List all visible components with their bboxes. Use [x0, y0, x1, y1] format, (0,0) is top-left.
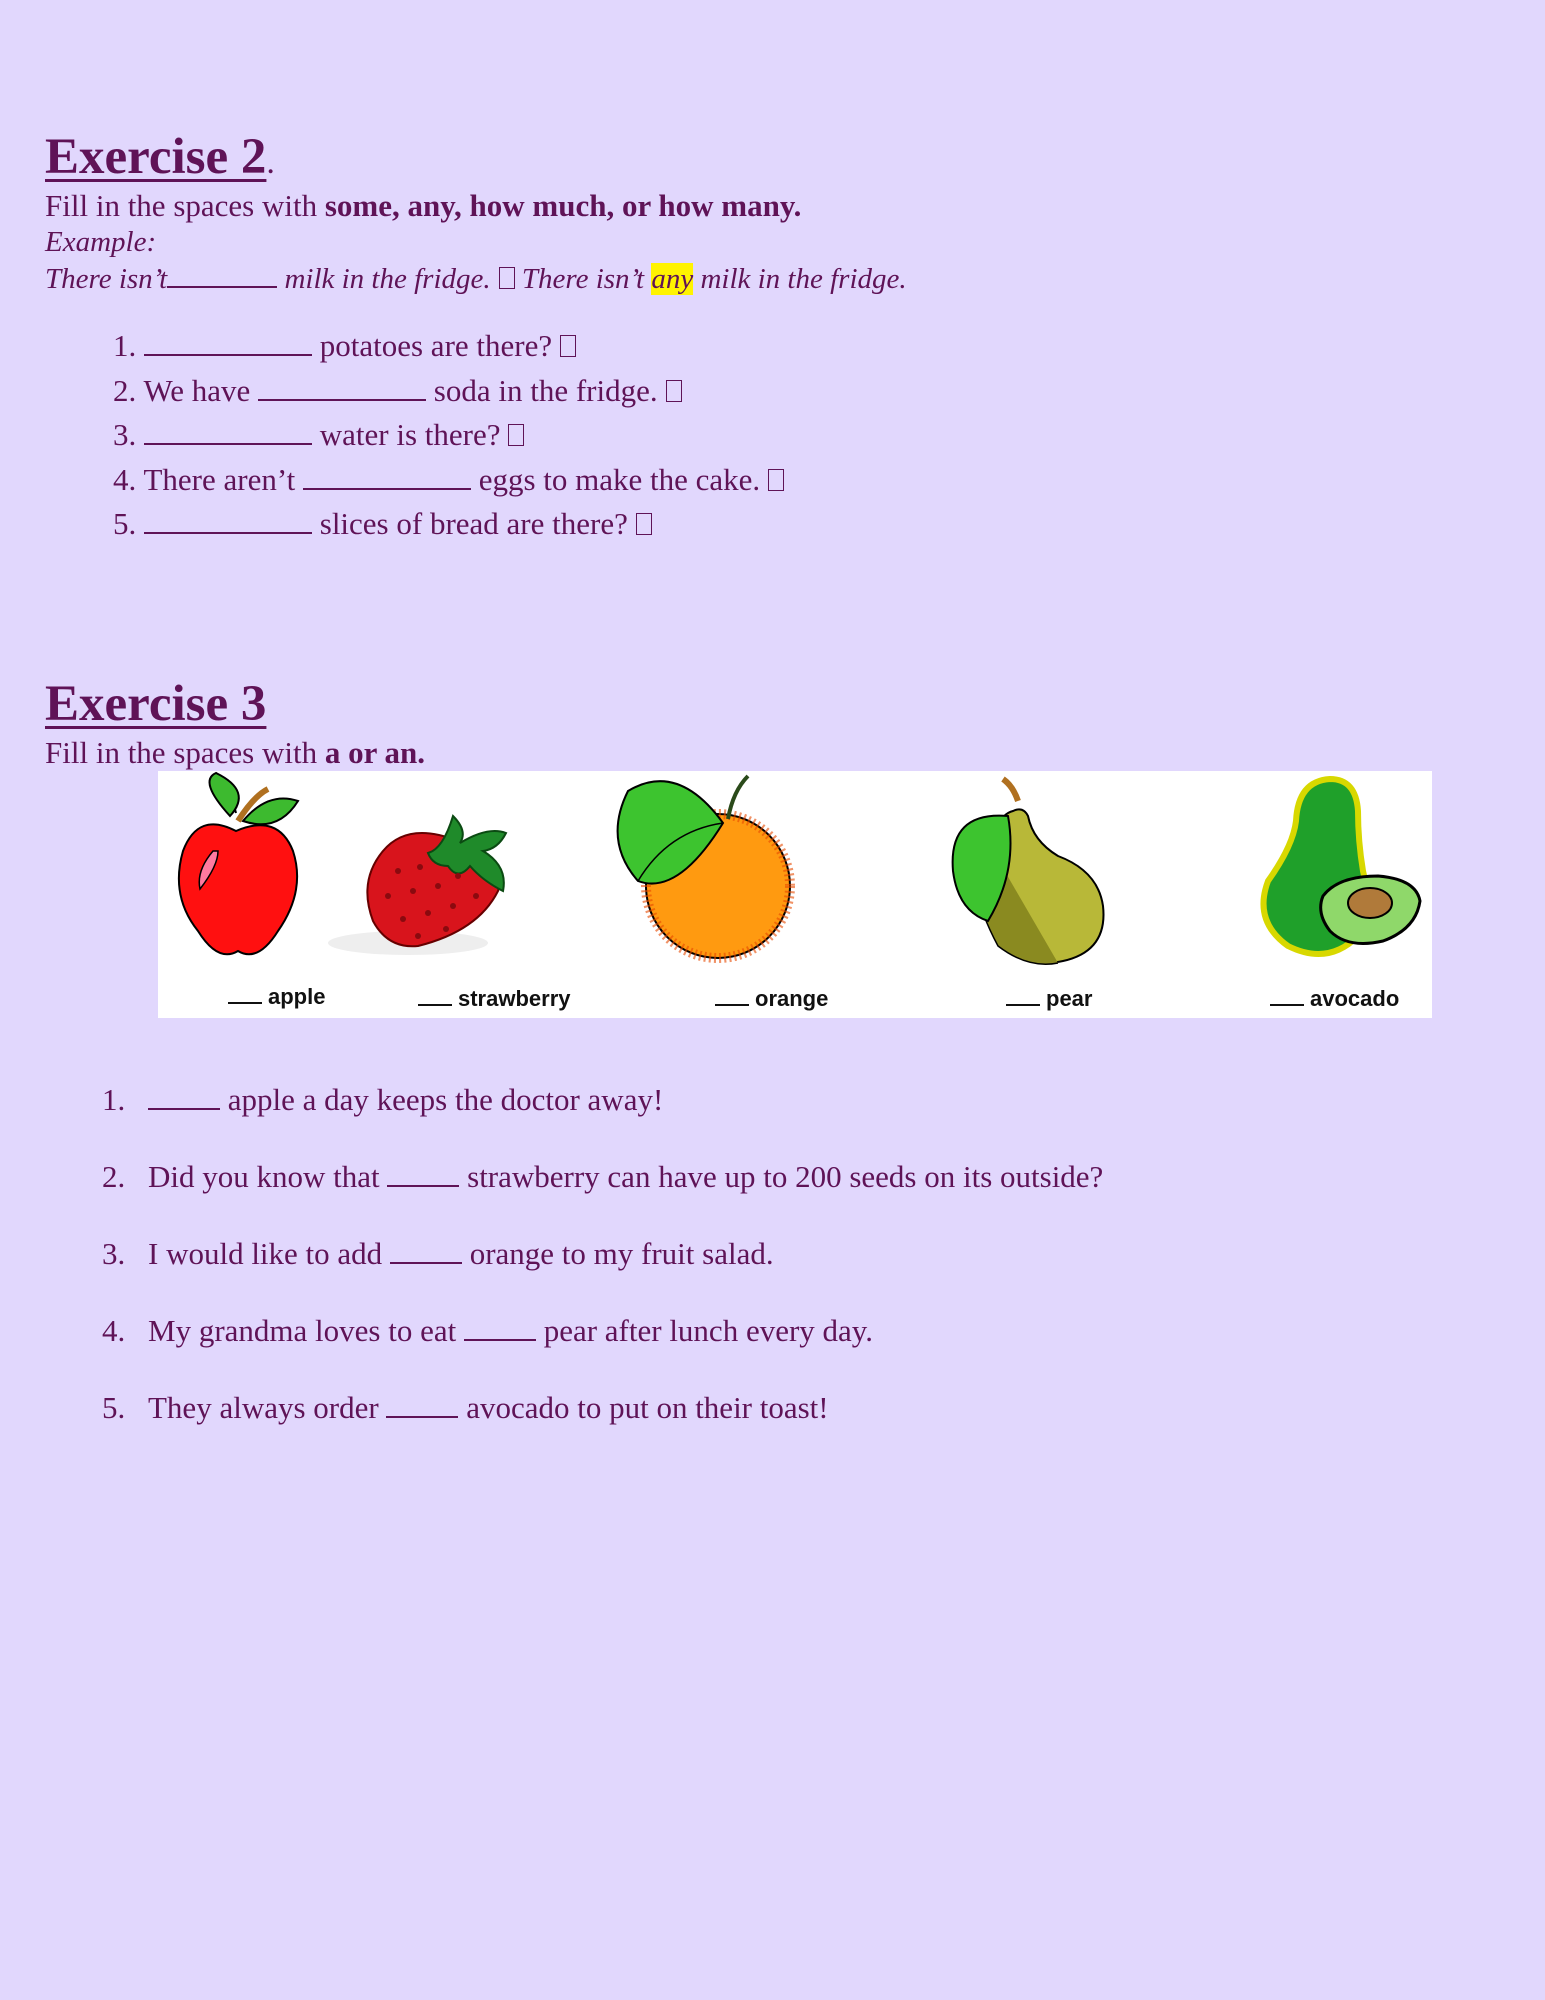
symbol-box-icon [666, 380, 682, 402]
exercise-2-list [113, 324, 784, 547]
example-highlight: any [651, 263, 694, 295]
exercise-3-item: 3. I would like to add orange to my fruit salad. [102, 1236, 774, 1271]
fruit-caption-strawberry: strawberry [418, 986, 571, 1012]
exercise-3-item: 5. They always order avocado to put on their toast! [102, 1390, 829, 1425]
exercise-2-item: 2. We have soda in the fridge. [113, 369, 784, 414]
fruit-caption-avocado: avocado [1270, 986, 1399, 1012]
fruit-caption-orange: orange [715, 986, 828, 1012]
answer-blank[interactable] [390, 1236, 462, 1264]
answer-blank[interactable] [387, 1159, 459, 1187]
exercise-2-heading: Exercise 2. [45, 129, 275, 185]
exercise-2-item: 4. There aren’t eggs to make the cake. [113, 458, 784, 503]
example-blank [167, 260, 277, 288]
symbol-box-icon [560, 335, 576, 357]
example-label: Example: [45, 226, 157, 258]
exercise-3-instruction: Fill in the spaces with a or an. [45, 735, 426, 770]
answer-blank[interactable] [386, 1390, 458, 1418]
answer-blank[interactable] [144, 506, 312, 534]
answer-blank[interactable] [303, 462, 471, 490]
avocado-illustration [1264, 779, 1421, 954]
exercise-3-list [102, 1082, 1402, 1442]
symbol-box-icon [636, 513, 652, 535]
example-sentence: There isn’t milk in the fridge. There isn’t any milk in the fridge. [45, 260, 907, 296]
exercise-2-instruction: Fill in the spaces with some, any, how much, or how many. [45, 188, 802, 223]
answer-blank[interactable] [144, 417, 312, 445]
fruit-picture-panel [158, 771, 1432, 1018]
answer-blank[interactable] [148, 1082, 220, 1110]
exercise-3-item: 2. Did you know that strawberry can have up to 200 seeds on its outside? [102, 1159, 1104, 1194]
pear-illustration [953, 779, 1104, 964]
exercise-2-item: 1. potatoes are there? [113, 324, 784, 369]
fruit-caption-apple: apple [228, 984, 325, 1010]
answer-blank[interactable] [464, 1313, 536, 1341]
symbol-box-icon [768, 469, 784, 491]
exercise-3-item: 4. My grandma loves to eat pear after lunch every day. [102, 1313, 874, 1348]
fruit-caption-pear: pear [1006, 986, 1092, 1012]
exercise-2-item: 5. slices of bread are there? [113, 502, 784, 547]
strawberry-illustration [328, 816, 506, 955]
exercise-3-heading: Exercise 3 [45, 676, 267, 732]
symbol-box-icon [508, 424, 524, 446]
apple-illustration [179, 773, 298, 954]
orange-illustration [618, 776, 790, 958]
exercise-3-item: 1. apple a day keeps the doctor away! [102, 1082, 664, 1117]
answer-blank[interactable] [258, 373, 426, 401]
answer-blank[interactable] [144, 328, 312, 356]
arrow-symbol-icon [499, 267, 515, 289]
exercise-2-item: 3. water is there? [113, 413, 784, 458]
